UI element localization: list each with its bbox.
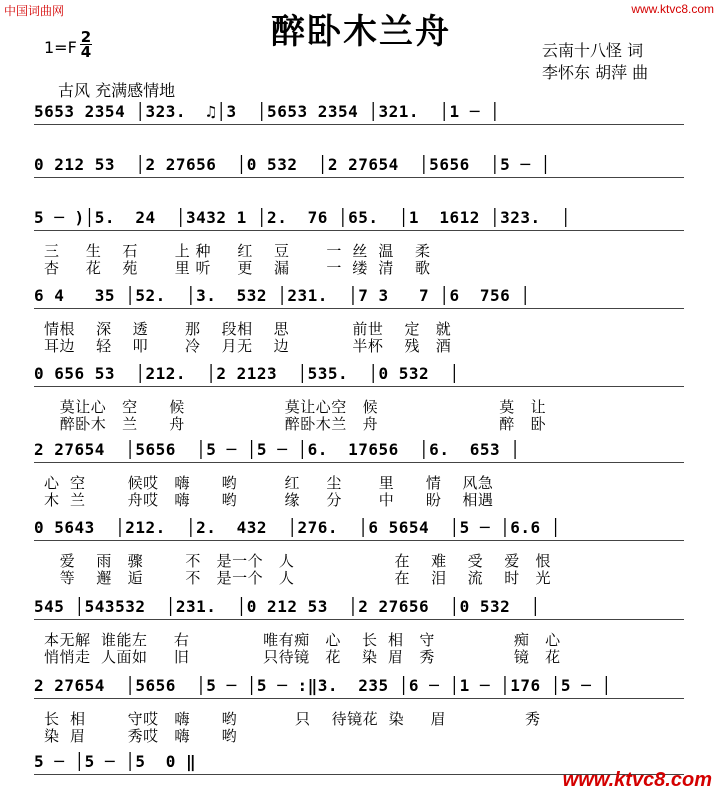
- notation-row: 2 27654 │5656 │5 ─ │5 ─ :‖3. 235 │6 ─ │1 ─ │176 │5 ─ │: [34, 676, 612, 695]
- lyric-line: 爱 雨 骤 不 是一个 人 在 难 受 爱 恨: [44, 552, 552, 570]
- lyric-line: 本无解 谁能左 右 唯有痴 心 长 相 守 痴 心: [44, 631, 561, 649]
- lyric-line: 耳边 轻 叩 冷 月无 边 半杯 残 酒: [44, 337, 452, 355]
- site-watermark-top-right: www.ktvc8.com: [631, 2, 714, 16]
- site-watermark-bottom: www.ktvc8.com: [562, 769, 712, 791]
- beam-line: [34, 698, 684, 699]
- notation-row: 0 656 53 │212. │2 2123 │535. │0 532 │: [34, 364, 460, 383]
- lyric-line: 三 生 石 上 种 红 豆 一 丝 温 柔: [44, 242, 431, 260]
- beam-line: [34, 386, 684, 387]
- lyric-line: 杏 花 苑 里 听 更 漏 一 缕 清 歌: [44, 259, 431, 277]
- lyric-line: 醉卧木 兰 舟 醉卧木兰 舟 醉 卧: [44, 415, 547, 433]
- meter-top: 2: [80, 28, 92, 46]
- lyric-line: 悄悄走 人面如 旧 只待镜 花 染 眉 秀 镜 花: [44, 648, 561, 666]
- notation-row: 0 5643 │212. │2. 432 │276. │6 5654 │5 ─ │6.6 │: [34, 518, 561, 537]
- lyric-line: 等 邂 逅 不 是一个 人 在 泪 流 时 光: [44, 569, 552, 587]
- beam-line: [34, 540, 684, 541]
- lyric-line: 木 兰 舟哎 嗨 哟 缘 分 中 盼 相遇: [44, 491, 494, 509]
- notation-row: 5 ─ )│5. 24 │3432 1 │2. 76 │65. │1 1612 │323. │: [34, 208, 572, 227]
- notation-row: 545 │543532 │231. │0 212 53 │2 27656 │0 532 │: [34, 597, 541, 616]
- key-signature: 1=F: [44, 38, 77, 57]
- notation-row: 0 212 53 │2 27656 │0 532 │2 27654 │5656 │5 ─ │: [34, 155, 551, 174]
- beam-line: [34, 230, 684, 231]
- lyric-line: 情根 深 透 那 段相 思 前世 定 就: [44, 320, 452, 338]
- lyric-line: 心 空 候哎 嗨 哟 红 尘 里 情 风急: [44, 474, 494, 492]
- beam-line: [34, 462, 684, 463]
- beam-line: [34, 308, 684, 309]
- beam-line: [34, 177, 684, 178]
- time-signature: [80, 30, 92, 59]
- lyricist-credit: 云南十八怪 词: [542, 41, 644, 60]
- song-title: 醉卧木兰舟: [271, 12, 451, 52]
- meter-bottom: 4: [80, 43, 92, 61]
- notation-row: 5 ─ │5 ─ │5 0 ‖: [34, 752, 197, 771]
- notation-row: 5653 2354 │323. ♫│3 │5653 2354 │321. │1 ─ │: [34, 102, 501, 121]
- notation-row: 2 27654 │5656 │5 ─ │5 ─ │6. 17656 │6. 653 │: [34, 440, 521, 459]
- beam-line: [34, 124, 684, 125]
- lyric-line: 莫让心 空 候 莫让心空 候 莫 让: [44, 398, 547, 416]
- composer-credit: 李怀东 胡萍 曲: [542, 63, 649, 82]
- beam-line: [34, 619, 684, 620]
- site-watermark-top-left: 中国词曲网: [4, 4, 65, 18]
- notation-row: 6 4 35 │52. │3. 532 │231. │7 3 7 │6 756 │: [34, 286, 531, 305]
- lyric-line: 染 眉 秀哎 嗨 哟: [44, 727, 238, 745]
- lyric-line: 长 相 守哎 嗨 哟 只 待镜花 染 眉 秀: [44, 710, 541, 728]
- performance-direction: 古风 充满感情地: [58, 81, 176, 100]
